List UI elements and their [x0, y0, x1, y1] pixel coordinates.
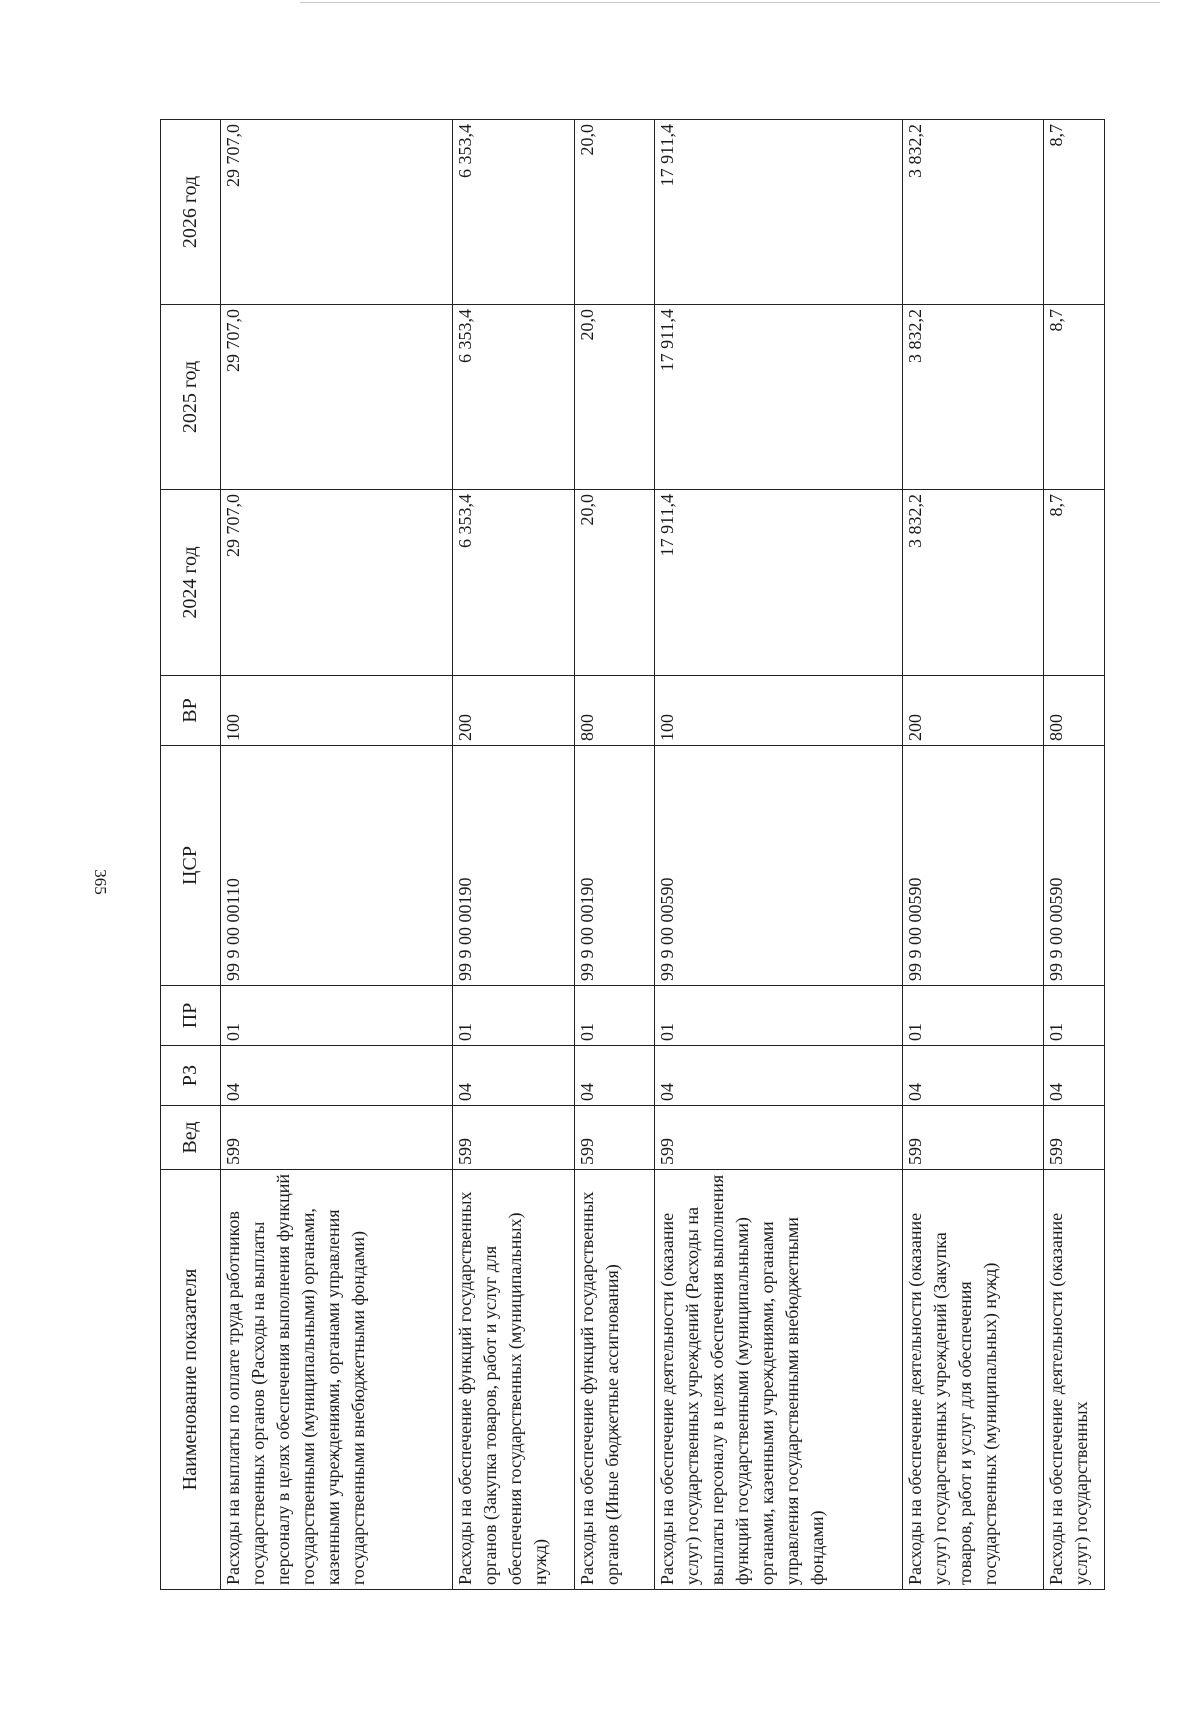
row-2025: 3 832,2	[902, 305, 1043, 490]
row-csr: 99 9 00 00590	[1044, 746, 1105, 986]
row-pr: 01	[902, 986, 1043, 1046]
table-row	[655, 120, 903, 1590]
row-vr: 100	[221, 676, 453, 746]
row-csr: 99 9 00 00190	[574, 746, 655, 986]
row-2024: 17 911,4	[655, 490, 903, 676]
row-rz: 04	[655, 1046, 903, 1106]
row-vr: 200	[453, 676, 574, 746]
row-2024: 20,0	[574, 490, 655, 676]
row-pr: 01	[453, 986, 574, 1046]
row-2026: 8,7	[1044, 120, 1105, 305]
row-pr: 01	[574, 986, 655, 1046]
table-row	[574, 120, 655, 1590]
row-ved: 599	[221, 1106, 453, 1170]
row-2026: 6 353,4	[453, 120, 574, 305]
row-2026: 17 911,4	[655, 120, 903, 305]
row-2026: 3 832,2	[902, 120, 1043, 305]
row-pr: 01	[221, 986, 453, 1046]
table-row	[221, 120, 453, 1590]
row-pr: 01	[1044, 986, 1105, 1046]
table-header-row	[161, 120, 221, 1590]
row-2024: 6 353,4	[453, 490, 574, 676]
row-ved: 599	[655, 1106, 903, 1170]
row-ved: 599	[902, 1106, 1043, 1170]
row-name: Расходы на обеспечение деятельности (оказание услуг) государственных учреждений (Расходы на выплаты персоналу в целях обеспечения выполнения функций государственными (муниципальными) органами, казенными учреждениями, органами управления государственными внебюджетными фондами)	[655, 1170, 903, 1590]
row-ved: 599	[574, 1106, 655, 1170]
page-number-text: 365	[91, 869, 110, 895]
row-name: Расходы на выплаты по оплате труда работников государственных органов (Расходы на выплаты персоналу в целях обеспечения выполнения функций государственными (муниципальными) органами, казенными учреждениями, органами управления государственными внебюджетными фондами)	[221, 1170, 453, 1590]
row-csr: 99 9 00 00590	[655, 746, 903, 986]
header-rz: РЗ	[161, 1046, 221, 1106]
row-rz: 04	[902, 1046, 1043, 1106]
row-vr: 200	[902, 676, 1043, 746]
row-name: Расходы на обеспечение деятельности (оказание услуг) государственных	[1044, 1170, 1105, 1590]
row-2026: 29 707,0	[221, 120, 453, 305]
row-2025: 29 707,0	[221, 305, 453, 490]
row-vr: 800	[574, 676, 655, 746]
header-2025: 2025 год	[161, 305, 221, 490]
row-ved: 599	[453, 1106, 574, 1170]
header-2024: 2024 год	[161, 490, 221, 676]
row-name: Расходы на обеспечение деятельности (оказание услуг) государственных учреждений (Закупка товаров, работ и услуг для обеспечения государственных (муниципальных) нужд)	[902, 1170, 1043, 1590]
row-ved: 599	[1044, 1106, 1105, 1170]
row-2024: 29 707,0	[221, 490, 453, 676]
row-rz: 04	[574, 1046, 655, 1106]
header-pr: ПР	[161, 986, 221, 1046]
row-2024: 8,7	[1044, 490, 1105, 676]
row-csr: 99 9 00 00590	[902, 746, 1043, 986]
row-rz: 04	[1044, 1046, 1105, 1106]
row-2025: 20,0	[574, 305, 655, 490]
row-2025: 8,7	[1044, 305, 1105, 490]
row-csr: 99 9 00 00110	[221, 746, 453, 986]
row-vr: 100	[655, 676, 903, 746]
header-ved: Вед	[161, 1106, 221, 1170]
header-vr: ВР	[161, 676, 221, 746]
row-2025: 6 353,4	[453, 305, 574, 490]
budget-table	[160, 119, 1105, 1590]
row-rz: 04	[221, 1046, 453, 1106]
row-pr: 01	[655, 986, 903, 1046]
row-2025: 17 911,4	[655, 305, 903, 490]
budget-table-container	[160, 120, 1105, 1590]
row-name: Расходы на обеспечение функций государственных органов (Закупка товаров, работ и услуг для обеспечения государственных (муниципальных) нужд)	[453, 1170, 574, 1590]
row-vr: 800	[1044, 676, 1105, 746]
header-2026: 2026 год	[161, 120, 221, 305]
row-rz: 04	[453, 1046, 574, 1106]
row-name: Расходы на обеспечение функций государственных органов (Иные бюджетные ассигнования)	[574, 1170, 655, 1590]
table-row	[902, 120, 1043, 1590]
table-row	[1044, 120, 1105, 1590]
header-csr: ЦСР	[161, 746, 221, 986]
row-2024: 3 832,2	[902, 490, 1043, 676]
row-2026: 20,0	[574, 120, 655, 305]
table-row	[453, 120, 574, 1590]
header-name: Наименование показателя	[161, 1170, 221, 1590]
row-csr: 99 9 00 00190	[453, 746, 574, 986]
